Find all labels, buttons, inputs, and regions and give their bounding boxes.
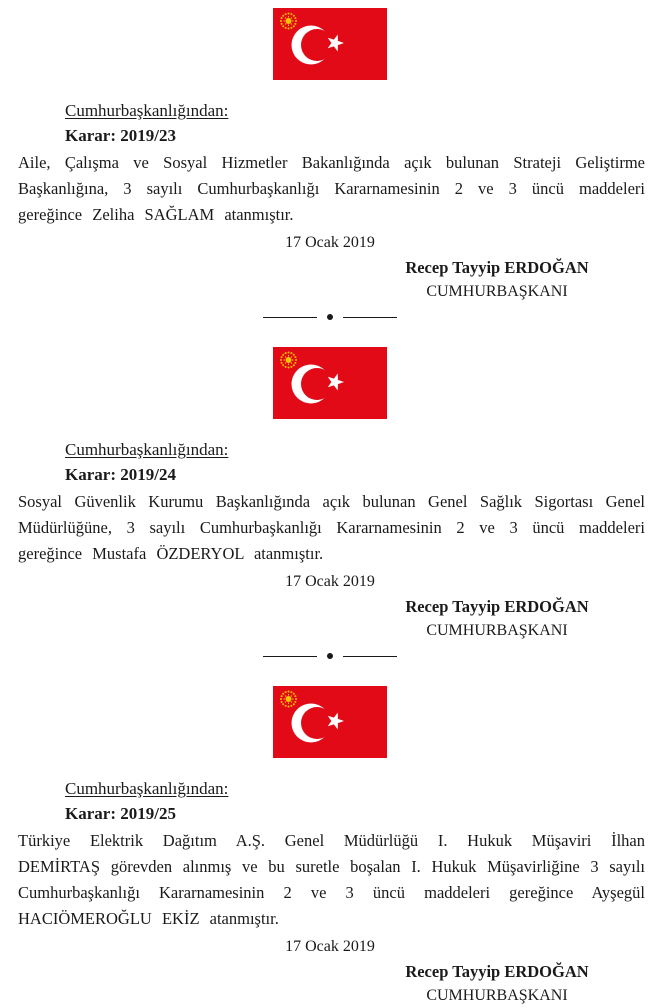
decree-header (65, 98, 660, 148)
decree-date: 17 Ocak 2019 (285, 234, 375, 251)
separator-line (343, 317, 397, 318)
turkish-presidential-flag-icon (273, 686, 387, 758)
signer-name: Recep Tayyip ERDOĞAN (405, 962, 589, 981)
gazette-page (0, 8, 660, 1008)
separator-line (263, 317, 317, 318)
section-separator (0, 314, 660, 320)
decree-body: Sosyal Güvenlik Kurumu Başkanlığında açık bulunan Genel Sağlık Sigortası Genel Müdürlüğüne, 3 sayılı Cumhurbaşkanlığı Kararnamesinin 2 ve 3 üncü maddeleri gereğince Mustafa ÖZDERYOL atanmıştır. (18, 492, 645, 563)
signer-name: Recep Tayyip ERDOĞAN (405, 597, 589, 616)
separator-dot-icon (327, 653, 333, 659)
turkish-presidential-flag-icon (273, 347, 387, 419)
turkish-presidential-flag-icon (273, 8, 387, 80)
flag-container (0, 8, 660, 80)
signature-block (332, 595, 660, 643)
decree-section-3 (0, 686, 660, 1008)
issuer-heading: Cumhurbaşkanlığından: (65, 440, 229, 459)
decree-header (65, 776, 660, 826)
decision-number: Karar: 2019/23 (65, 126, 176, 145)
separator-dot-icon (327, 314, 333, 320)
signer-title: CUMHURBAŞKANI (426, 283, 568, 300)
decree-body: Aile, Çalışma ve Sosyal Hizmetler Bakanlığında açık bulunan Strateji Geliştirme Başkanlığına, 3 sayılı Cumhurbaşkanlığı Kararnamesinin 2 ve 3 üncü maddeleri gereğince Zeliha SAĞLAM atanmıştır. (18, 153, 645, 224)
signature-block (332, 256, 660, 304)
separator-line (263, 656, 317, 657)
signature-block (332, 960, 660, 1008)
signer-title: CUMHURBAŞKANI (426, 987, 568, 1004)
separator-line (343, 656, 397, 657)
decree-section-2 (0, 347, 660, 659)
signer-name: Recep Tayyip ERDOĞAN (405, 258, 589, 277)
decree-date: 17 Ocak 2019 (285, 573, 375, 590)
decree-header (65, 437, 660, 487)
decision-number: Karar: 2019/25 (65, 804, 176, 823)
decree-section-1 (0, 8, 660, 320)
issuer-heading: Cumhurbaşkanlığından: (65, 101, 229, 120)
flag-container (0, 686, 660, 758)
section-separator (0, 653, 660, 659)
decree-date: 17 Ocak 2019 (285, 938, 375, 955)
decision-number: Karar: 2019/24 (65, 465, 176, 484)
issuer-heading: Cumhurbaşkanlığından: (65, 779, 229, 798)
flag-container (0, 347, 660, 419)
decree-body: Türkiye Elektrik Dağıtım A.Ş. Genel Müdürlüğü I. Hukuk Müşaviri İlhan DEMİRTAŞ görevden alınmış ve bu suretle boşalan I. Hukuk Müşavirliğine 3 sayılı Cumhurbaşkanlığı Kararnamesinin 2 ve 3 üncü maddeleri gereğince Ayşegül HACIÖMEROĞLU EKİZ atanmıştır. (18, 831, 645, 928)
signer-title: CUMHURBAŞKANI (426, 622, 568, 639)
